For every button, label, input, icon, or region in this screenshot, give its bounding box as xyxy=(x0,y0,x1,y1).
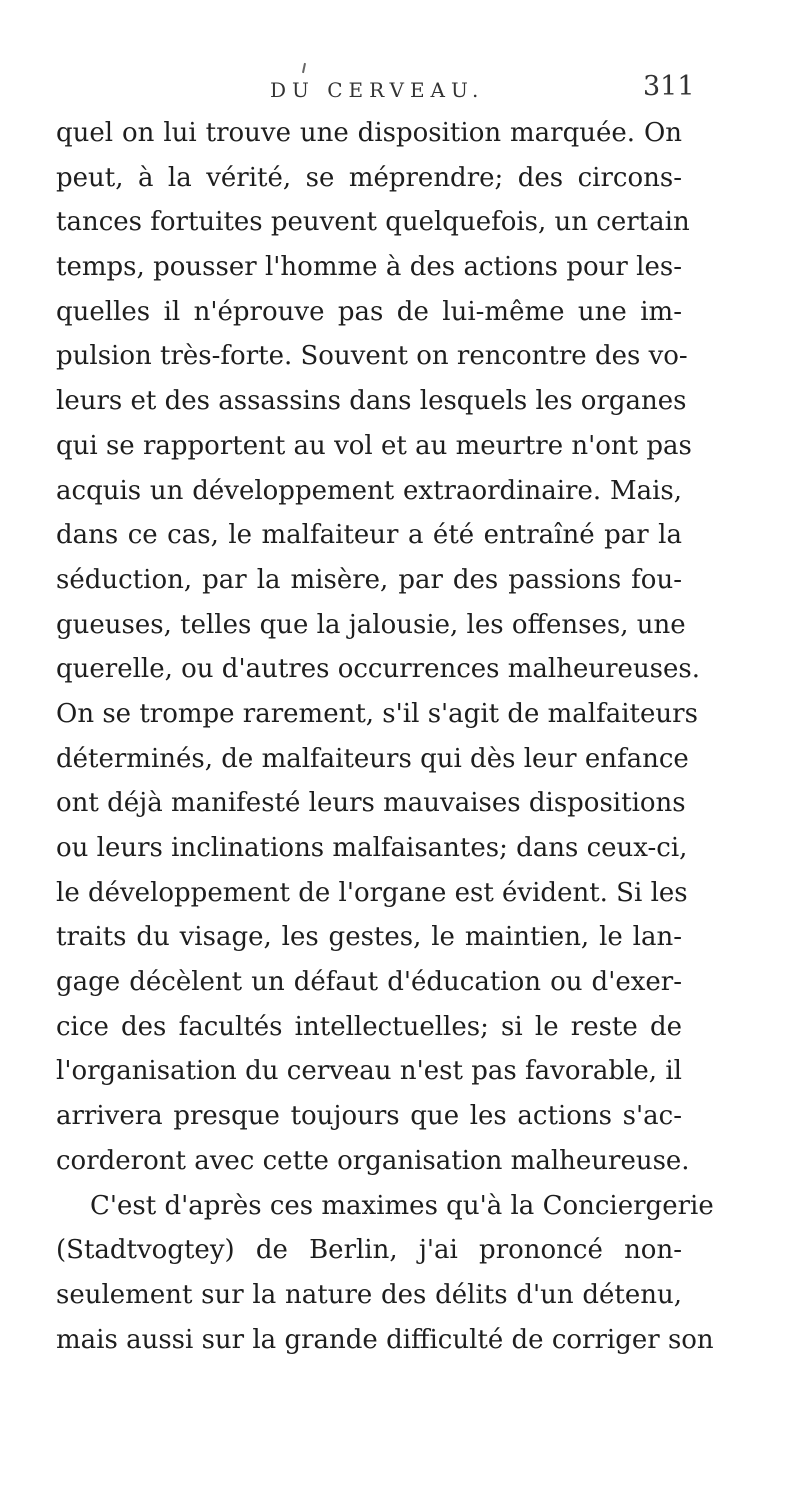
text-line: ont déjà manifesté leurs mauvaises dispositions xyxy=(56,788,686,819)
text-line: tances fortuites peuvent quelquefois, un certain xyxy=(56,207,690,238)
text-line: C'est d'après ces maximes qu'à la Conciergerie xyxy=(90,1190,714,1221)
text-line: On se trompe rarement, s'il s'agit de malfaiteurs xyxy=(56,698,698,729)
text-line: quelles il n'éprouve pas de lui-même une im- xyxy=(56,296,682,327)
text-line: ou leurs inclinations malfaisantes; dans ceux-ci, xyxy=(56,833,688,863)
text-line: quel on lui trouve une disposition marquée. On xyxy=(56,118,682,148)
text-line: gueuses, telles que la jalousie, les offenses, une xyxy=(56,609,686,640)
text-line: acquis un développement extraordinaire. Mais, xyxy=(56,475,682,506)
body-text xyxy=(56,111,714,1362)
text-line: querelle, ou d'autres occurrences malheureuses. xyxy=(56,654,701,685)
text-line: dans ce cas, le malfaiteur a été entraîné par la xyxy=(56,520,682,551)
ink-speck xyxy=(302,63,306,73)
text-line: gage décèlent un défaut d'éducation ou d'exer- xyxy=(56,967,682,998)
text-line: seulement sur la nature des délits d'un détenu, xyxy=(56,1279,682,1310)
text-line: qui se rapportent au vol et au meurtre n'ont pas xyxy=(56,430,692,461)
text-line: déterminés, de malfaiteurs qui dès leur enfance xyxy=(56,743,689,774)
text-line: pulsion très-forte. Souvent on rencontre des vo- xyxy=(56,341,688,372)
text-line: cice des facultés intellectuelles; si le reste de xyxy=(56,1011,682,1042)
text-line: temps, pousser l'homme à des actions pour les- xyxy=(56,252,682,283)
text-line: mais aussi sur la grande difficulté de corriger son xyxy=(56,1324,714,1355)
text-line: (Stadtvogtey) de Berlin, j'ai prononcé non- xyxy=(56,1235,682,1266)
text-line: corderont avec cette organisation malheureuse. xyxy=(56,1145,690,1176)
text-line: peut, à la vérité, se méprendre; des circons- xyxy=(56,162,682,193)
page-number: 311 xyxy=(643,71,695,102)
text-line: le développement de l'organe est évident. Si les xyxy=(56,877,688,908)
text-line: séduction, par la misère, par des passions fou- xyxy=(56,564,682,595)
text-line: l'organisation du cerveau n'est pas favorable, il xyxy=(56,1056,682,1087)
text-line: arrivera presque toujours que les actions s'ac- xyxy=(56,1101,682,1132)
text-line: traits du visage, les gestes, le maintien, le lan- xyxy=(56,922,682,953)
text-line: leurs et des assassins dans lesquels les organes xyxy=(56,386,687,417)
running-title: DU CERVEAU. xyxy=(270,78,485,102)
